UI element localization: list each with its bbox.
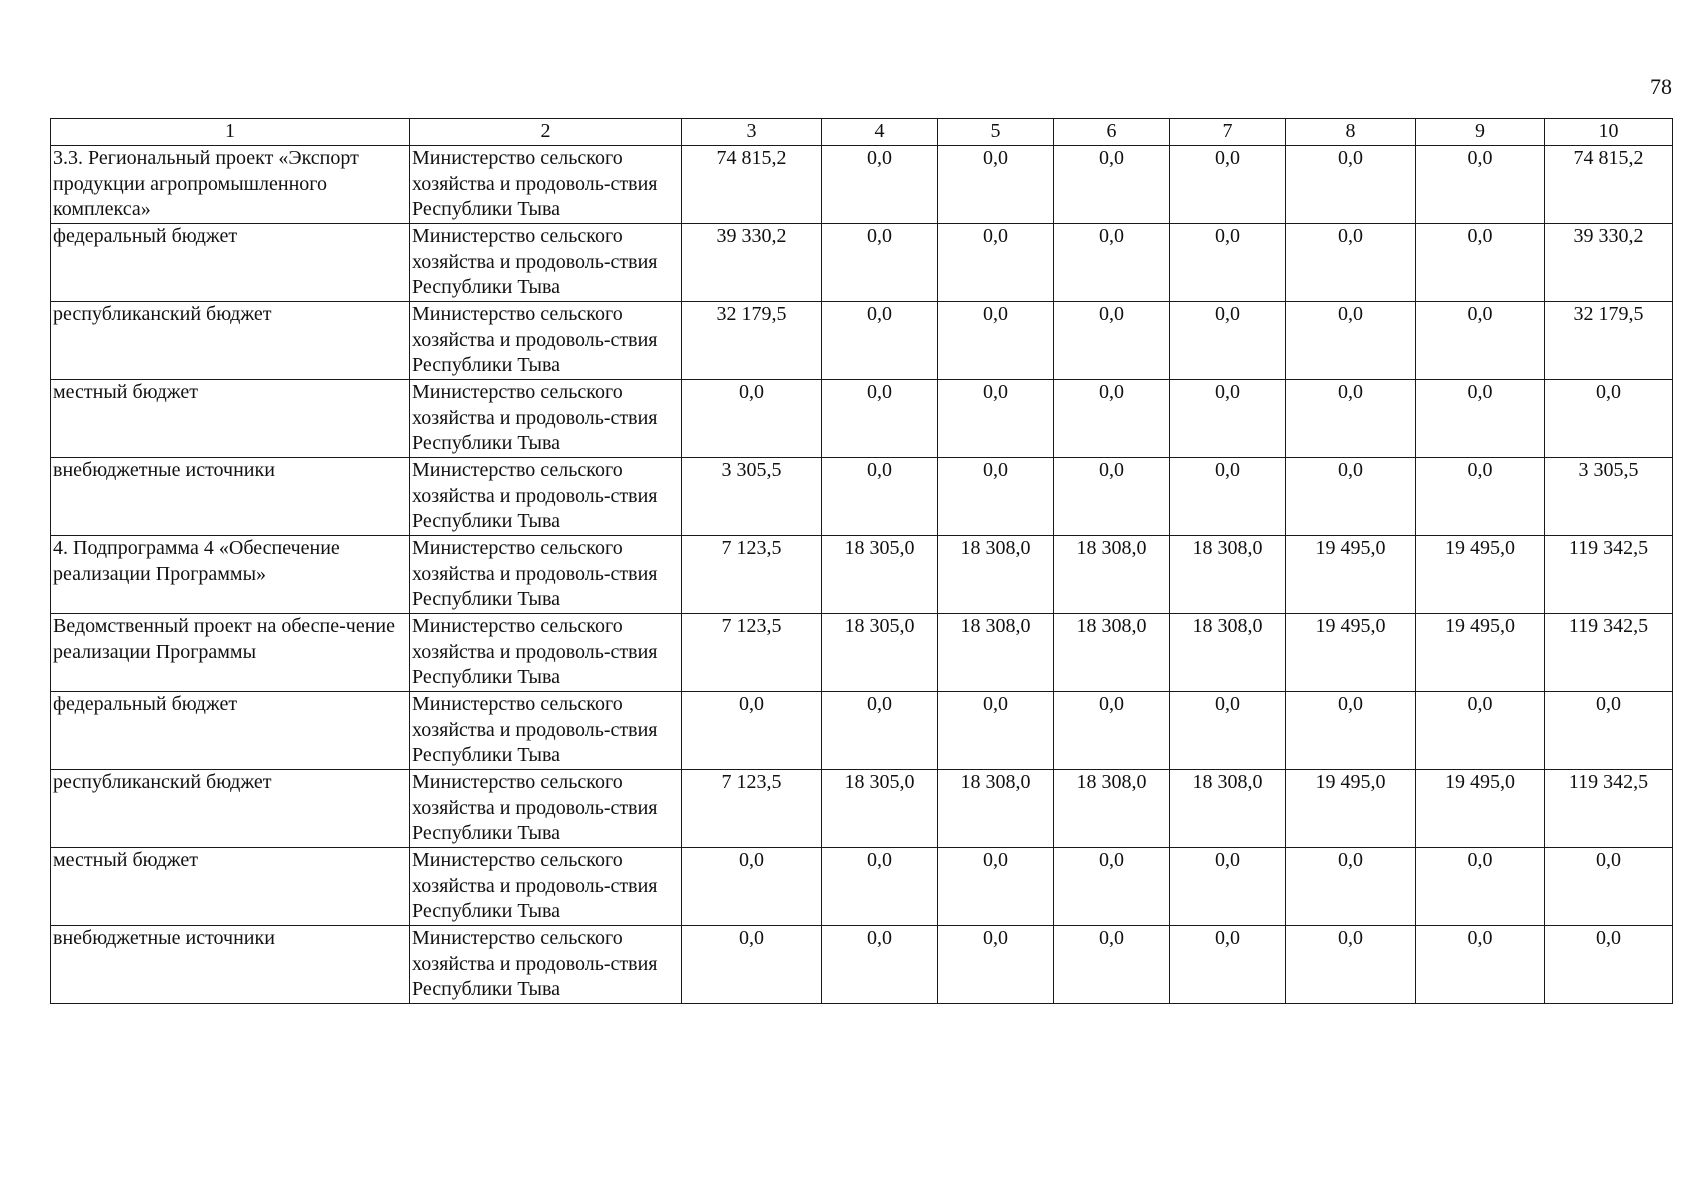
table-row — [51, 848, 1673, 926]
value-cell: 74 815,2 — [682, 146, 822, 224]
row-name-cell: 4. Подпрограмма 4 «Обеспечение реализации Программы» — [51, 536, 410, 614]
value-cell: 0,0 — [1170, 380, 1286, 458]
value-cell: 18 305,0 — [822, 614, 938, 692]
value-cell: 7 123,5 — [682, 770, 822, 848]
row-name-cell: внебюджетные источники — [51, 926, 410, 1004]
value-cell: 0,0 — [1054, 458, 1170, 536]
value-cell: 0,0 — [1286, 302, 1416, 380]
value-cell: 0,0 — [1054, 848, 1170, 926]
value-cell: 0,0 — [822, 302, 938, 380]
row-name-cell: республиканский бюджет — [51, 770, 410, 848]
value-cell: 0,0 — [1545, 848, 1673, 926]
value-cell: 0,0 — [1416, 302, 1545, 380]
column-header-10: 10 — [1545, 119, 1673, 146]
value-cell: 0,0 — [938, 224, 1054, 302]
column-header-7: 7 — [1170, 119, 1286, 146]
value-cell: 0,0 — [1416, 692, 1545, 770]
value-cell: 0,0 — [1545, 926, 1673, 1004]
value-cell: 3 305,5 — [682, 458, 822, 536]
row-name-cell: внебюджетные источники — [51, 458, 410, 536]
value-cell: 0,0 — [1416, 458, 1545, 536]
value-cell: 18 308,0 — [1170, 614, 1286, 692]
row-name-cell: федеральный бюджет — [51, 224, 410, 302]
value-cell: 0,0 — [938, 926, 1054, 1004]
value-cell: 0,0 — [1170, 926, 1286, 1004]
value-cell: 0,0 — [1286, 146, 1416, 224]
value-cell: 0,0 — [822, 380, 938, 458]
value-cell: 0,0 — [1054, 380, 1170, 458]
table-row — [51, 380, 1673, 458]
value-cell: 0,0 — [1054, 146, 1170, 224]
value-cell: 32 179,5 — [682, 302, 822, 380]
table-row — [51, 926, 1673, 1004]
value-cell: 7 123,5 — [682, 536, 822, 614]
value-cell: 0,0 — [1170, 692, 1286, 770]
value-cell: 0,0 — [1416, 224, 1545, 302]
responsible-cell: Министерство сельского хозяйства и продоволь-ствия Республики Тыва — [410, 692, 682, 770]
value-cell: 0,0 — [1416, 380, 1545, 458]
value-cell: 0,0 — [822, 926, 938, 1004]
value-cell: 119 342,5 — [1545, 770, 1673, 848]
table-row — [51, 692, 1673, 770]
value-cell: 18 308,0 — [938, 614, 1054, 692]
responsible-cell: Министерство сельского хозяйства и продоволь-ствия Республики Тыва — [410, 770, 682, 848]
value-cell: 18 308,0 — [1054, 614, 1170, 692]
value-cell: 18 308,0 — [938, 770, 1054, 848]
table-row — [51, 224, 1673, 302]
value-cell: 119 342,5 — [1545, 536, 1673, 614]
value-cell: 0,0 — [1054, 926, 1170, 1004]
value-cell: 3 305,5 — [1545, 458, 1673, 536]
value-cell: 0,0 — [822, 458, 938, 536]
value-cell: 0,0 — [1286, 848, 1416, 926]
value-cell: 18 305,0 — [822, 770, 938, 848]
value-cell: 0,0 — [1054, 302, 1170, 380]
value-cell: 0,0 — [1170, 458, 1286, 536]
responsible-cell: Министерство сельского хозяйства и продоволь-ствия Республики Тыва — [410, 848, 682, 926]
table-row — [51, 146, 1673, 224]
responsible-cell: Министерство сельского хозяйства и продоволь-ствия Республики Тыва — [410, 614, 682, 692]
value-cell: 0,0 — [938, 146, 1054, 224]
value-cell: 0,0 — [938, 380, 1054, 458]
value-cell: 0,0 — [682, 926, 822, 1004]
value-cell: 0,0 — [1416, 146, 1545, 224]
value-cell: 0,0 — [822, 224, 938, 302]
column-header-5: 5 — [938, 119, 1054, 146]
value-cell: 0,0 — [938, 302, 1054, 380]
value-cell: 19 495,0 — [1416, 770, 1545, 848]
value-cell: 18 308,0 — [938, 536, 1054, 614]
responsible-cell: Министерство сельского хозяйства и продоволь-ствия Республики Тыва — [410, 536, 682, 614]
table-row — [51, 458, 1673, 536]
column-header-8: 8 — [1286, 119, 1416, 146]
value-cell: 0,0 — [1170, 146, 1286, 224]
responsible-cell: Министерство сельского хозяйства и продоволь-ствия Республики Тыва — [410, 146, 682, 224]
value-cell: 19 495,0 — [1416, 614, 1545, 692]
table-body — [51, 146, 1673, 1004]
value-cell: 119 342,5 — [1545, 614, 1673, 692]
value-cell: 19 495,0 — [1286, 614, 1416, 692]
value-cell: 0,0 — [1286, 692, 1416, 770]
row-name-cell: местный бюджет — [51, 380, 410, 458]
value-cell: 18 308,0 — [1054, 536, 1170, 614]
value-cell: 19 495,0 — [1286, 536, 1416, 614]
row-name-cell: местный бюджет — [51, 848, 410, 926]
value-cell: 18 308,0 — [1170, 770, 1286, 848]
table-row — [51, 536, 1673, 614]
table-row — [51, 770, 1673, 848]
value-cell: 0,0 — [682, 848, 822, 926]
value-cell: 0,0 — [1286, 926, 1416, 1004]
value-cell: 0,0 — [822, 146, 938, 224]
responsible-cell: Министерство сельского хозяйства и продоволь-ствия Республики Тыва — [410, 458, 682, 536]
value-cell: 0,0 — [938, 458, 1054, 536]
value-cell: 32 179,5 — [1545, 302, 1673, 380]
value-cell: 74 815,2 — [1545, 146, 1673, 224]
value-cell: 39 330,2 — [1545, 224, 1673, 302]
table-header-row — [51, 119, 1673, 146]
value-cell: 39 330,2 — [682, 224, 822, 302]
value-cell: 0,0 — [1545, 692, 1673, 770]
row-name-cell: федеральный бюджет — [51, 692, 410, 770]
row-name-cell: Ведомственный проект на обеспе-чение реализации Программы — [51, 614, 410, 692]
value-cell: 0,0 — [822, 692, 938, 770]
value-cell: 0,0 — [682, 380, 822, 458]
responsible-cell: Министерство сельского хозяйства и продоволь-ствия Республики Тыва — [410, 926, 682, 1004]
value-cell: 0,0 — [1054, 692, 1170, 770]
budget-table — [50, 118, 1673, 1004]
value-cell: 7 123,5 — [682, 614, 822, 692]
row-name-cell: 3.3. Региональный проект «Экспорт продукции агропромышленного комплекса» — [51, 146, 410, 224]
value-cell: 0,0 — [1416, 848, 1545, 926]
responsible-cell: Министерство сельского хозяйства и продоволь-ствия Республики Тыва — [410, 380, 682, 458]
value-cell: 0,0 — [1286, 224, 1416, 302]
table-row — [51, 302, 1673, 380]
table-row — [51, 614, 1673, 692]
value-cell: 18 308,0 — [1170, 536, 1286, 614]
value-cell: 19 495,0 — [1286, 770, 1416, 848]
value-cell: 0,0 — [1170, 224, 1286, 302]
column-header-6: 6 — [1054, 119, 1170, 146]
column-header-9: 9 — [1416, 119, 1545, 146]
column-header-4: 4 — [822, 119, 938, 146]
value-cell: 0,0 — [1170, 848, 1286, 926]
value-cell: 0,0 — [1545, 380, 1673, 458]
value-cell: 18 305,0 — [822, 536, 938, 614]
value-cell: 0,0 — [682, 692, 822, 770]
value-cell: 18 308,0 — [1054, 770, 1170, 848]
value-cell: 19 495,0 — [1416, 536, 1545, 614]
responsible-cell: Министерство сельского хозяйства и продоволь-ствия Республики Тыва — [410, 224, 682, 302]
value-cell: 0,0 — [1286, 458, 1416, 536]
value-cell: 0,0 — [1416, 926, 1545, 1004]
row-name-cell: республиканский бюджет — [51, 302, 410, 380]
page-number: 78 — [1650, 74, 1672, 99]
value-cell: 0,0 — [938, 848, 1054, 926]
value-cell: 0,0 — [1286, 380, 1416, 458]
value-cell: 0,0 — [822, 848, 938, 926]
column-header-2: 2 — [410, 119, 682, 146]
responsible-cell: Министерство сельского хозяйства и продоволь-ствия Республики Тыва — [410, 302, 682, 380]
column-header-1: 1 — [51, 119, 410, 146]
value-cell: 0,0 — [938, 692, 1054, 770]
value-cell: 0,0 — [1170, 302, 1286, 380]
column-header-3: 3 — [682, 119, 822, 146]
value-cell: 0,0 — [1054, 224, 1170, 302]
